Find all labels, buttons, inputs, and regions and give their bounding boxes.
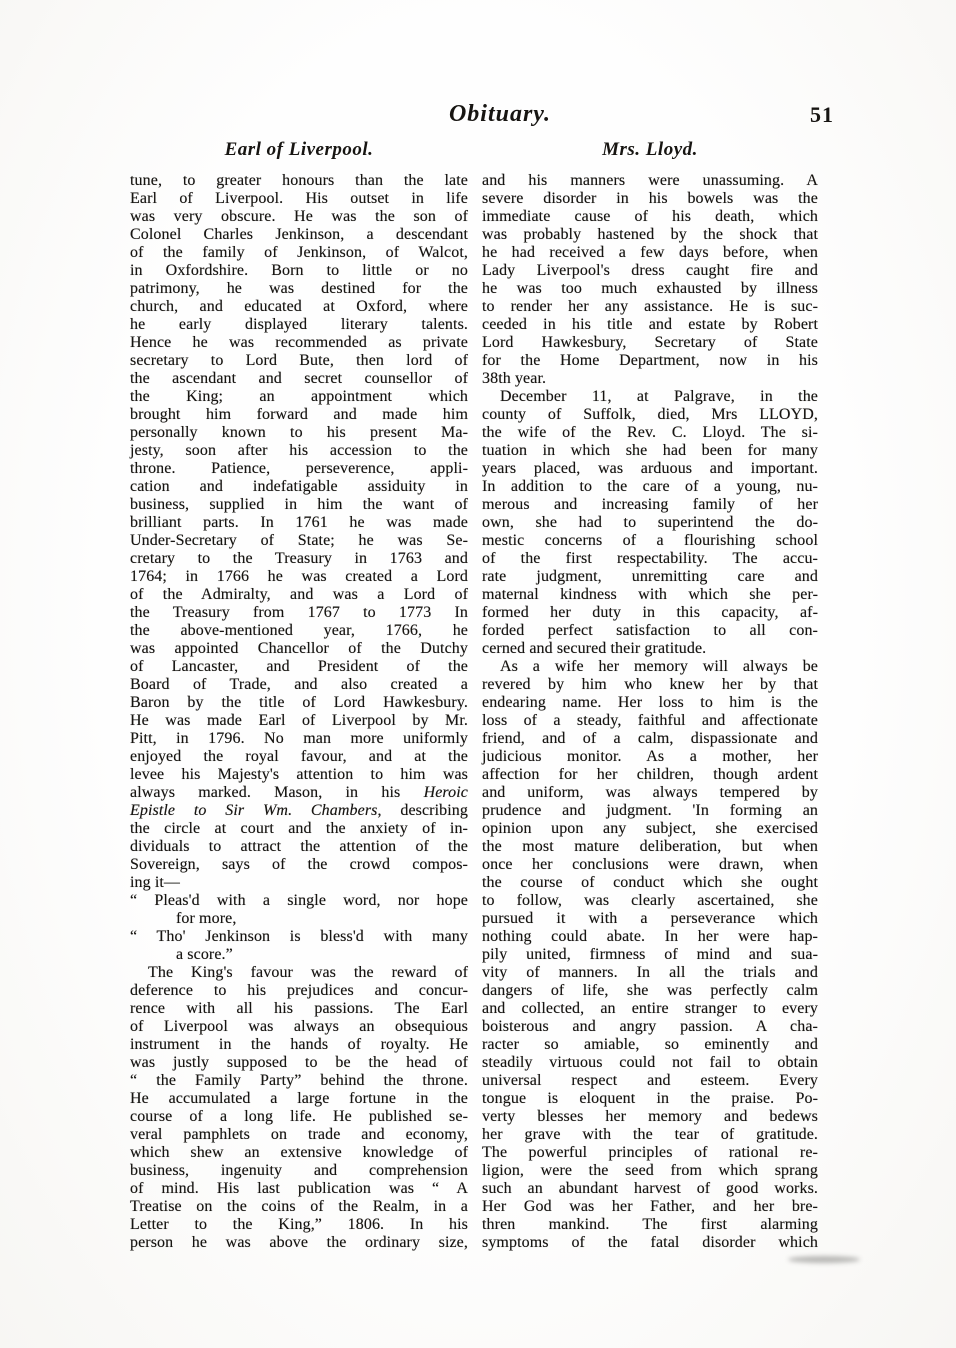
text-line: enjoyed the royal favour, and at the	[130, 748, 468, 765]
text-line: formed her duty in this capacity, af-	[482, 604, 818, 621]
text-line: He accumulated a large fortune in the	[130, 1090, 468, 1107]
text-line: steadily virtuous could not fail to obtain	[482, 1054, 818, 1071]
text-line: cation and indefatigable assiduity in	[130, 478, 468, 495]
text-line: maternal kindness with which she per-	[482, 586, 818, 603]
text-line: deference to his prejudices and concur-	[130, 982, 468, 999]
text-line: secretary to Lord Bute, then lord of	[130, 352, 468, 369]
text-line: Sovereign, says of the crowd compos-	[130, 856, 468, 873]
text-line: brilliant parts. In 1761 he was made	[130, 514, 468, 531]
text-line: prudence and judgment. 'In forming an	[482, 802, 818, 819]
text-line: “ Pleas'd with a single word, nor hope	[130, 892, 468, 909]
text-line: personally known to his present Ma-	[130, 424, 468, 441]
text-line: the Treasury from 1767 to 1773 In	[130, 604, 468, 621]
text-line: In addition to the care of a young, nu-	[482, 478, 818, 495]
text-line: veral pamphlets on trade and economy,	[130, 1126, 468, 1143]
text-line: Treatise on the coins of the Realm, in a	[130, 1198, 468, 1215]
page-number: 51	[810, 102, 834, 127]
text-line: The King's favour was the reward of	[148, 964, 468, 981]
text-line: mestic concerns of a flourishing school	[482, 532, 818, 549]
text-line: business, ingenuity and comprehension	[130, 1162, 468, 1179]
text-line: pursued it with a perseverance which	[482, 910, 818, 927]
text-line: the wife of the Rev. C. Lloyd. The si-	[482, 424, 818, 441]
text-line: her grave with the tear of gratitude.	[482, 1126, 818, 1143]
column-text-mrs-lloyd	[482, 172, 818, 1252]
text-line: of mind. His last publication was “ A	[130, 1180, 468, 1197]
text-line: Colonel Charles Jenkinson, a descendant	[130, 226, 468, 243]
text-line: universal respect and esteem. Every	[482, 1072, 818, 1089]
ink-smudge	[788, 1256, 860, 1263]
text-line: of the first respectability. The accu-	[482, 550, 818, 567]
text-line: dangers of life, she was perfectly calm	[482, 982, 818, 999]
text-line: tuation in which she had been for many	[482, 442, 818, 459]
text-line: revered by him who knew her by that	[482, 676, 818, 693]
text-line: racter so amiable, so eminently and	[482, 1036, 818, 1053]
text-line: tongue is eloquent in the praise. Po-	[482, 1090, 818, 1107]
text-line: the most mature deliberation, but when	[482, 838, 818, 855]
text-line: county of Suffolk, died, Mrs LLOYD,	[482, 406, 818, 423]
text-line: for the Home Department, now in his	[482, 352, 818, 369]
text-line: December 11, at Palgrave, in the	[500, 388, 818, 405]
text-line: judicious monitor. As a mother, her	[482, 748, 818, 765]
text-line: to follow, was clearly ascertained, she	[482, 892, 818, 909]
text-line: severe disorder in his bowels was the	[482, 190, 818, 207]
text-line: of Lancaster, and President of the	[130, 658, 468, 675]
text-line: opinion upon any subject, she exercised	[482, 820, 818, 837]
text-line: Letter to the King,” 1806. In his	[130, 1216, 468, 1233]
text-line: cretary to the Treasury in 1763 and	[130, 550, 468, 567]
text-line: rence with all his passions. The Earl	[130, 1000, 468, 1017]
text-line: Baron by the title of Lord Hawkesbury.	[130, 694, 468, 711]
text-line: forded perfect satisfaction to all con-	[482, 622, 818, 639]
text-line: immediate cause of his death, which	[482, 208, 818, 225]
text-line: once her conclusions were drawn, when	[482, 856, 818, 873]
text-line: the ascendant and secret counsellor of	[130, 370, 468, 387]
text-line: Board of Trade, and also created a	[130, 676, 468, 693]
text-line: throne. Patience, perseverence, appli-	[130, 460, 468, 477]
text-line: he was too much exhausted by illness	[482, 280, 818, 297]
text-line: in Oxfordshire. Born to little or no	[130, 262, 468, 279]
text-line: he had received a few days before, when	[482, 244, 818, 261]
text-line: boisterous and angry passion. A cha-	[482, 1018, 818, 1035]
text-line: Pitt, in 1796. No man more uniformly	[130, 730, 468, 747]
text-line: levee his Majesty's attention to him was	[130, 766, 468, 783]
text-line: a score.”	[176, 946, 233, 963]
text-line: symptoms of the fatal disorder which	[482, 1234, 818, 1251]
column-text-earl-of-liverpool	[130, 172, 468, 1252]
column-earl-of-liverpool	[130, 139, 468, 1252]
text-line: nothing could abate. In her were hap-	[482, 928, 818, 945]
text-line: instrument in the hands of royalty. He	[130, 1036, 468, 1053]
text-line: course of a long life. He published se-	[130, 1108, 468, 1125]
text-line: jesty, soon after his accession to the	[130, 442, 468, 459]
text-line: vity of manners. In all the trials and	[482, 964, 818, 981]
text-line: He was made Earl of Liverpool by Mr.	[130, 712, 468, 729]
text-line: always marked. Mason, in his Heroic	[130, 784, 468, 801]
text-line: rate judgment, unremitting care and	[482, 568, 818, 585]
text-line: The powerful principles of rational re-	[482, 1144, 818, 1161]
text-line: “ Tho' Jenkinson is bless'd with many	[130, 928, 468, 945]
text-line: and uniform, was always tempered by	[482, 784, 818, 801]
text-line: such an abundant harvest of good works.	[482, 1180, 818, 1197]
text-line: own, she had to superintend the do-	[482, 514, 818, 531]
text-line: endearing name. Her loss to him is the	[482, 694, 818, 711]
text-line: to render her any assistance. He is suc-	[482, 298, 818, 315]
text-line: merous and increasing family of her	[482, 496, 818, 513]
text-line: friend, and of a calm, dispassionate and	[482, 730, 818, 747]
text-line: was very obscure. He was the son of	[130, 208, 468, 225]
column-title-mrs-lloyd: Mrs. Lloyd.	[602, 139, 698, 160]
text-line: ligion, were the seed from which sprang	[482, 1162, 818, 1179]
text-line: brought him forward and made him	[130, 406, 468, 423]
text-line: was probably hastened by the shock that	[482, 226, 818, 243]
text-line: which shew an extensive knowledge of	[130, 1144, 468, 1161]
text-line: affection for her children, though ardent	[482, 766, 818, 783]
text-line: ceeded in his title and estate by Robert	[482, 316, 818, 333]
text-line: of the family of Jenkinson, of Walcot,	[130, 244, 468, 261]
text-line: for more,	[176, 910, 237, 927]
text-line: thren mankind. The first alarming	[482, 1216, 818, 1233]
text-line: and his manners were unassuming. A	[482, 172, 818, 189]
text-line: pily united, firmness of mind and sua-	[482, 946, 818, 963]
text-line: Hence he was recommended as private	[130, 334, 468, 351]
text-line: 38th year.	[482, 370, 547, 387]
text-line: years placed, was arduous and important.	[482, 460, 818, 477]
text-line: ing it—	[130, 874, 181, 891]
text-line: cerned and secured their gratitude.	[482, 640, 707, 657]
text-line: the King; an appointment which	[130, 388, 468, 405]
text-line: and collected, an entire stranger to every	[482, 1000, 818, 1017]
text-line: Lady Liverpool's dress caught fire and	[482, 262, 818, 279]
two-column-layout	[130, 139, 818, 1252]
text-line: Under-Secretary of State; he was Se-	[130, 532, 468, 549]
text-line: dividuals to attract the attention of the	[130, 838, 468, 855]
text-line: Lord Hawkesbury, Secretary of State	[482, 334, 818, 351]
page-title: Obituary.	[448, 101, 552, 127]
text-line: he early displayed literary talents.	[130, 316, 468, 333]
column-title-earl-of-liverpool: Earl of Liverpool.	[224, 139, 374, 160]
text-line: of Liverpool was always an obsequious	[130, 1018, 468, 1035]
text-line: person he was above the ordinary size,	[130, 1234, 468, 1251]
text-line: Earl of Liverpool. His outset in life	[130, 190, 468, 207]
text-line: was justly supposed to be the head of	[130, 1054, 468, 1071]
text-line: was appointed Chancellor of the Dutchy	[130, 640, 468, 657]
text-line: the course of conduct which she ought	[482, 874, 818, 891]
text-line: business, supplied in him the want of	[130, 496, 468, 513]
text-line: the above-mentioned year, 1766, he	[130, 622, 468, 639]
text-line: loss of a steady, faithful and affectionate	[482, 712, 818, 729]
text-line: 1764; in 1766 he was created a Lord	[130, 568, 468, 585]
text-line: patrimony, he was destined for the	[130, 280, 468, 297]
text-line: “ the Family Party” behind the throne.	[130, 1072, 468, 1089]
text-line: verty blesses her memory and bedews	[482, 1108, 818, 1125]
text-line: of the Admiralty, and was a Lord of	[130, 586, 468, 603]
text-line: Her God was her Father, and her bre-	[482, 1198, 818, 1215]
text-line: As a wife her memory will always be	[500, 658, 818, 675]
text-line: Epistle to Sir Wm. Chambers, describing	[130, 802, 468, 819]
text-line: tune, to greater honours than the late	[130, 172, 468, 189]
text-line: the circle at court and the anxiety of in-	[130, 820, 468, 837]
column-mrs-lloyd	[482, 139, 818, 1252]
text-line: church, and educated at Oxford, where	[130, 298, 468, 315]
